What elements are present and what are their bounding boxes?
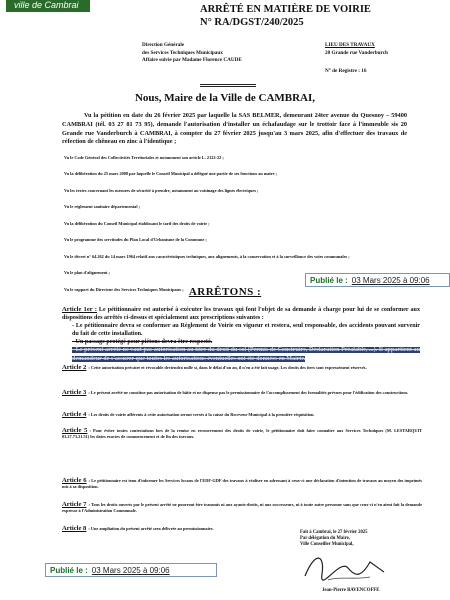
service-line-2: des Services Techniques Municipaux <box>142 49 223 56</box>
handwritten-signature <box>300 546 390 586</box>
article-7 <box>62 502 422 513</box>
consideration-item: Vu le Code Général des Collectivités Territoriales et notamment son article L. 2122-22 ; <box>64 155 224 160</box>
stamp-label: Publié le : <box>310 276 348 285</box>
article-1-item-highlighted <box>62 346 420 362</box>
signature-line-1: Fait à Cambrai, le 27 février 2025 <box>300 530 368 535</box>
consideration-item: Vu le plan d'alignement ; <box>64 270 110 276</box>
service-block <box>142 42 242 65</box>
article-3 <box>62 390 422 396</box>
article-heading: Article 7 <box>62 501 87 508</box>
consideration-item: Vu le rapport du Directeur des Services Techniques Municipaux ; <box>64 286 184 292</box>
document-title <box>200 3 371 29</box>
article-text: : Le pétitionnaire est tenu d'informer les Services locaux de l'EDF-GDF des travaux à réaliser en adressant à ceux-ci une déclaration d'intention de travaux au moyen des imprimés mis à sa disposition. <box>62 478 422 489</box>
stamp-date: 03 Mars 2025 à 09:06 <box>351 276 430 285</box>
article-text: : Le présent arrêté ne constitue pas autorisation de bâtir et ne dispense pas le permissionnaire de l'accomplissement des formalités prévues pour l'édification des constructions. <box>88 390 409 395</box>
article-1 <box>62 306 420 363</box>
consideration-item: Vu les textes concernant les mesures de sécurité à prendre, notamment au voisinage des lignes électriques ; <box>64 187 259 193</box>
article-text: : Les droits de voirie afférents à cette autorisation seront versés à la caisse du Receveur Municipal à la première réquisition. <box>88 412 315 417</box>
location-address: 20 Grande rue Vanderburch <box>325 49 388 56</box>
article-heading: Article 3 <box>62 389 87 396</box>
article-heading: Article 8 <box>62 525 87 532</box>
article-6 <box>62 478 422 489</box>
article-1-item: - Un passage protégé pour piétons devra être respecté. <box>72 339 213 346</box>
consideration-item: Vu la délibération du Conseil Municipal établissant le tarif des droits de voirie ; <box>64 220 210 226</box>
stamp-label: Publié le : <box>50 566 88 575</box>
location-block <box>325 42 388 57</box>
article-5 <box>62 428 422 439</box>
article-text: : Une ampliation du présent arrêté sera délivrée au permissionnaire. <box>88 526 214 531</box>
consideration-item: Vu le règlement sanitaire départemental ; <box>64 204 141 210</box>
article-heading: Article 4 <box>62 411 87 418</box>
article-text: : Pour éviter toutes contestations lors de la remise en recouvrement des droits de voirie, le pétitionnaire doit faire connaître aux Services Techniques (M. LESTARQUIT 03.27.73.21.51) les dates exactes de commencement et de fin des travaux. <box>62 428 422 439</box>
article-heading: Article 2 <box>62 364 87 371</box>
article-1-item: - Le pétitionnaire devra se conformer au Règlement de Voirie en vigueur et restera, seul responsable, des accidents pouvant survenir du fait de cette installation. <box>72 323 420 338</box>
stamp-date: 03 Mars 2025 à 09:06 <box>91 566 170 575</box>
arretons-heading: ARRÊTONS : <box>188 286 262 298</box>
location-label: LIEU DES TRAVAUX <box>325 42 375 48</box>
registre-number: N° de Registre : 16 <box>325 68 367 74</box>
article-heading: Article 6 <box>62 477 87 484</box>
consideration-item: Vu le décret n° 64.262 du 14 mars 1964 relatif aux caractéristiques techniques, aux alignements, à la conservation et à la surveillance des voies communales ; <box>64 253 350 259</box>
publication-stamp <box>305 273 450 287</box>
article-text: : Tous les droits ouverts par le présent arrêté ne pourront être transmis ni aux ayants-droits, ni aux successeurs, ni à toute autre personne sans que ceux-ci n'en aient fait la demande expresse à l'Administration Communale. <box>62 502 422 513</box>
article-1-text: Le pétitionnaire est autorisé à exécuter les travaux qui font l'objet de sa demande à charge pour lui de se conformer aux dispositions des arrêtés ci-dessus et spécialement aux prescriptions suivantes : <box>62 307 420 322</box>
publication-stamp-bottom <box>45 563 217 577</box>
separator <box>200 84 256 87</box>
article-4 <box>62 412 422 418</box>
logo-text: ville de Cambrai <box>14 0 79 10</box>
consideration-item: Vu le programme des servitudes du Plan Local d'Urbanisme de la Commune ; <box>64 237 207 243</box>
consideration-item: Vu la délibération du 25 mars 2008 par laquelle le Conseil Municipal a délégué une partie de ses fonctions au maire ; <box>64 171 277 177</box>
article-1-heading: Article 1er : <box>62 306 97 313</box>
city-logo <box>6 0 90 12</box>
article-2 <box>62 365 422 371</box>
article-text: : Cette autorisation précaire et révocable deviendra nulle si, dans le délai d'un an, il n'en a été fait usage. Les droits des tiers sont expressément réservés. <box>88 365 367 370</box>
signature-line-3: Ville Conseiller Municipal, <box>300 542 354 547</box>
petition-paragraph: Vu la pétition en date du 26 février 2025 par laquelle la SAS BELMER, demeurant 24ter avenue du Quesnoy – 59400 CAMBRAI (tél. 03 27 81 73 95), demande l'autorisation d'installer un échafaudage sur le trottoir face à l'immeuble sis 20 Grande rue Vanderburch à CAMBRAI, à compter du 27 février 2025 jusqu'au 3 mars 2025, afin d'effectuer des travaux de réfection de chêneau en zinc à l'identique ; <box>62 112 407 146</box>
signature-line-2: Par délégation du Maire, <box>300 536 350 541</box>
service-line-3: Affaire suivie par Madame Florence CAUDE <box>142 57 242 63</box>
article-heading: Article 5 <box>62 427 88 434</box>
highlighted-text: - Le présent arrêté ne vaut pas autorisation au titre du droit du sol (Permis de Construire, Déclaration Préalable, ...). Il appartient au demandeur de s'assurer que toutes les autorisations éventuelles ont été données en Mairie. <box>72 347 420 362</box>
signatory-name: Jean-Pierre BAVENCOFFE <box>322 588 380 593</box>
title-line-1: ARRÊTÉ EN MATIÈRE DE VOIRIE <box>200 4 371 15</box>
nous-heading: Nous, Maire de la Ville de CAMBRAI, <box>134 92 316 104</box>
article-8 <box>62 526 422 532</box>
title-line-2: N° RA/DGST/240/2025 <box>200 17 304 28</box>
service-line-1: Direction Générale <box>142 42 185 48</box>
